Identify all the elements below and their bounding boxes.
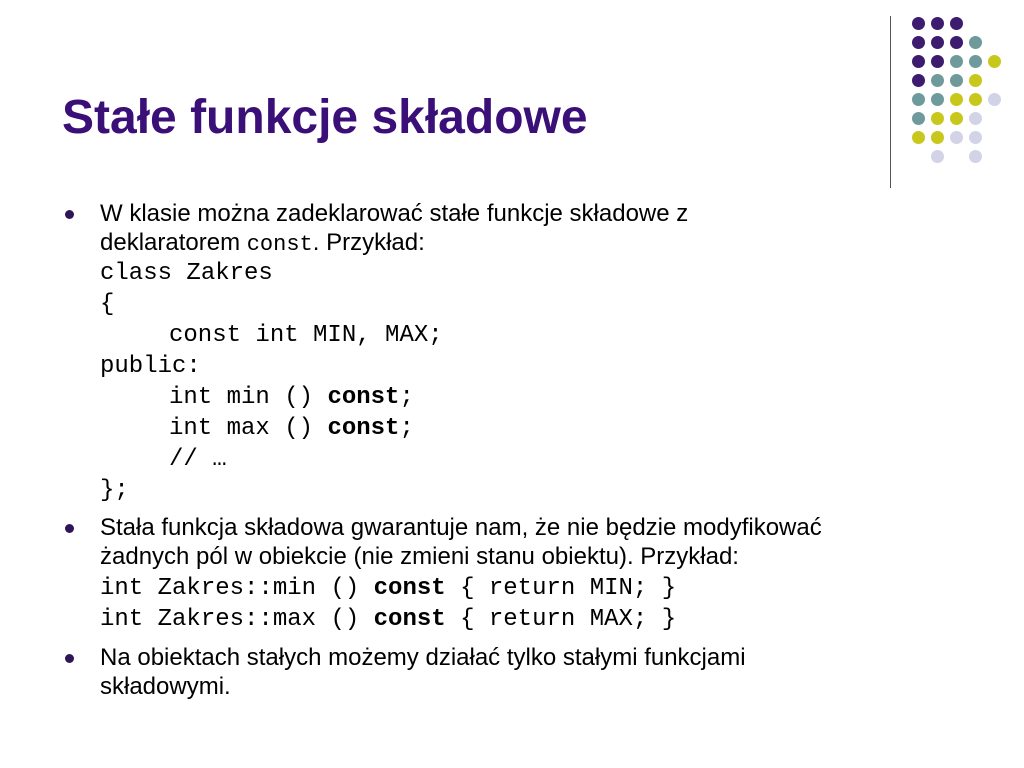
decorative-dot bbox=[931, 150, 944, 163]
code-line: class Zakres bbox=[100, 260, 273, 287]
decorative-dot bbox=[950, 112, 963, 125]
bullet-3-line-1: Na obiektach stałych możemy działać tylko stałymi funkcjami bbox=[100, 644, 746, 671]
decorative-dot bbox=[912, 17, 925, 30]
code-line: }; bbox=[100, 477, 129, 504]
decorative-dot bbox=[988, 93, 1001, 106]
decorative-dot bbox=[912, 112, 925, 125]
decorative-dot bbox=[912, 36, 925, 49]
bullet-marker bbox=[65, 654, 74, 663]
decorative-dot bbox=[950, 36, 963, 49]
code-text: int Zakres::min () bbox=[100, 575, 374, 602]
code-text: { return MIN; } bbox=[445, 575, 677, 602]
decorative-dot bbox=[969, 131, 982, 144]
code-text: ; bbox=[399, 415, 414, 442]
code-text: { return MAX; } bbox=[445, 606, 677, 633]
decorative-dot bbox=[931, 131, 944, 144]
decorative-dot bbox=[931, 93, 944, 106]
code-line: const int MIN, MAX; bbox=[169, 322, 443, 349]
bullet-3-line-2: składowymi. bbox=[100, 673, 231, 700]
decorative-dot bbox=[969, 93, 982, 106]
code-line bbox=[100, 604, 676, 635]
bullet-marker bbox=[65, 524, 74, 533]
code-keyword: const bbox=[327, 415, 400, 442]
bullet-2-line-1: Stała funkcja składowa gwarantuje nam, że nie będzie modyfikować bbox=[100, 514, 822, 541]
bullet-1-line-2-suffix: . Przykład: bbox=[312, 229, 425, 256]
decorative-dot bbox=[969, 55, 982, 68]
decorative-dot bbox=[912, 55, 925, 68]
slide-title: Stałe funkcje składowe bbox=[62, 91, 588, 144]
decorative-dot bbox=[931, 36, 944, 49]
decorative-dot bbox=[931, 55, 944, 68]
decorative-dot bbox=[950, 17, 963, 30]
code-line: public: bbox=[100, 353, 201, 380]
bullet-2-line-2: żadnych pól w obiekcie (nie zmieni stanu obiektu). Przykład: bbox=[100, 543, 739, 570]
decorative-dot bbox=[950, 74, 963, 87]
decorative-dot bbox=[969, 74, 982, 87]
decorative-dot bbox=[931, 17, 944, 30]
code-line bbox=[100, 573, 676, 604]
decorative-dot bbox=[912, 93, 925, 106]
code-line: { bbox=[100, 291, 115, 318]
vertical-divider-line bbox=[890, 16, 891, 188]
code-line: // … bbox=[169, 446, 227, 473]
bullet-1-line-2 bbox=[100, 229, 425, 259]
decorative-dot bbox=[950, 93, 963, 106]
decorative-dot bbox=[988, 55, 1001, 68]
decorative-dot bbox=[931, 74, 944, 87]
code-text: int Zakres::max () bbox=[100, 606, 374, 633]
code-text: ; bbox=[399, 384, 414, 411]
code-text: int min () bbox=[169, 384, 328, 411]
decorative-dot bbox=[969, 150, 982, 163]
bullet-marker bbox=[65, 210, 74, 219]
decorative-dot bbox=[950, 55, 963, 68]
code-line bbox=[169, 413, 414, 444]
decorative-dot bbox=[912, 131, 925, 144]
inline-code-const: const bbox=[246, 232, 313, 257]
code-keyword: const bbox=[373, 606, 446, 633]
decorative-dot bbox=[969, 36, 982, 49]
decorative-dot bbox=[969, 112, 982, 125]
bullet-1-line-2-text: deklaratorem bbox=[100, 229, 247, 256]
decorative-dot bbox=[950, 131, 963, 144]
decorative-dot bbox=[931, 112, 944, 125]
code-text: int max () bbox=[169, 415, 328, 442]
decorative-dot bbox=[912, 74, 925, 87]
code-keyword: const bbox=[373, 575, 446, 602]
code-line bbox=[169, 382, 414, 413]
code-keyword: const bbox=[327, 384, 400, 411]
bullet-1-line-1: W klasie można zadeklarować stałe funkcje składowe z bbox=[100, 200, 689, 227]
